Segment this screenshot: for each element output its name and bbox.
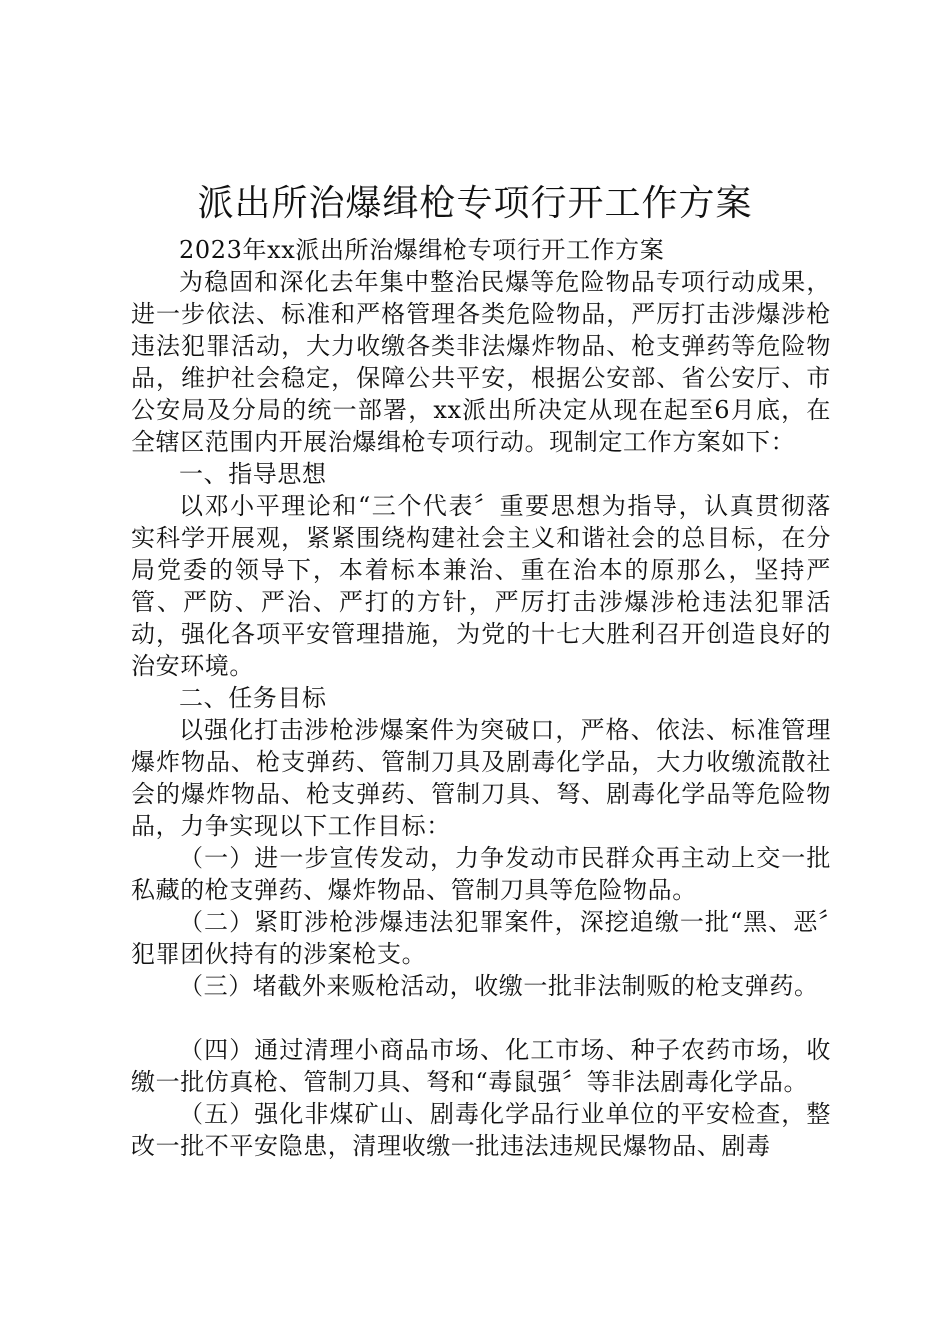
subtitle-paragraph: 2023年xx派出所治爆缉枪专项行开工作方案	[179, 236, 665, 264]
section-heading-guiding-ideology: 一、指导思想	[179, 460, 327, 488]
goal-item-3: （三）堵截外来贩枪活动，收缴一批非法制贩的枪支弹药。	[179, 972, 819, 1000]
goal-item-4: （四）通过清理小商品市场、化工市场、种子农药市场，收缴一批仿真枪、管制刀具、弩和“毒鼠强〞等非法剧毒化学品。	[131, 1036, 831, 1096]
task-goals-paragraph: 以强化打击涉枪涉爆案件为突破口，严格、依法、标准管理爆炸物品、枪支弹药、管制刀具及剧毒化学品，大力收缴流散社会的爆炸物品、枪支弹药、管制刀具、弩、剧毒化学品等危险物品，力争实现以下工作目标：	[131, 716, 831, 840]
goal-item-2: （二）紧盯涉枪涉爆违法犯罪案件，深挖追缴一批“黑、恶〞犯罪团伙持有的涉案枪支。	[131, 908, 831, 968]
goal-item-5: （五）强化非煤矿山、剧毒化学品行业单位的平安检查，整改一批不平安隐患，清理收缴一批违法违规民爆物品、剧毒	[131, 1100, 831, 1160]
guiding-ideology-paragraph: 以邓小平理论和“三个代表〞重要思想为指导，认真贯彻落实科学开展观，紧紧围绕构建社会主义和谐社会的总目标，在分局党委的领导下，本着标本兼治、重在治本的原那么，坚持严管、严防、严治、严打的方针，严厉打击涉爆涉枪违法犯罪活动，强化各项平安管理措施，为党的十七大胜利召开创造良好的治安环境。	[131, 492, 831, 680]
document-title: 派出所治爆缉枪专项行开工作方案	[197, 183, 753, 224]
section-heading-task-goals: 二、任务目标	[179, 684, 327, 712]
goal-item-1: （一）进一步宣传发动，力争发动市民群众再主动上交一批私藏的枪支弹药、爆炸物品、管制刀具等危险物品。	[131, 844, 831, 904]
document-body	[131, 234, 831, 1162]
intro-paragraph: 为稳固和深化去年集中整治民爆等危险物品专项行动成果，进一步依法、标准和严格管理各类危险物品，严厉打击涉爆涉枪违法犯罪活动，大力收缴各类非法爆炸物品、枪支弹药等危险物品，维护社会稳定，保障公共平安，根据公安部、省公安厅、市公安局及分局的统一部署，xx派出所决定从现在起至6月底，在全辖区范围内开展治爆缉枪专项行动。现制定工作方案如下：	[131, 268, 831, 456]
